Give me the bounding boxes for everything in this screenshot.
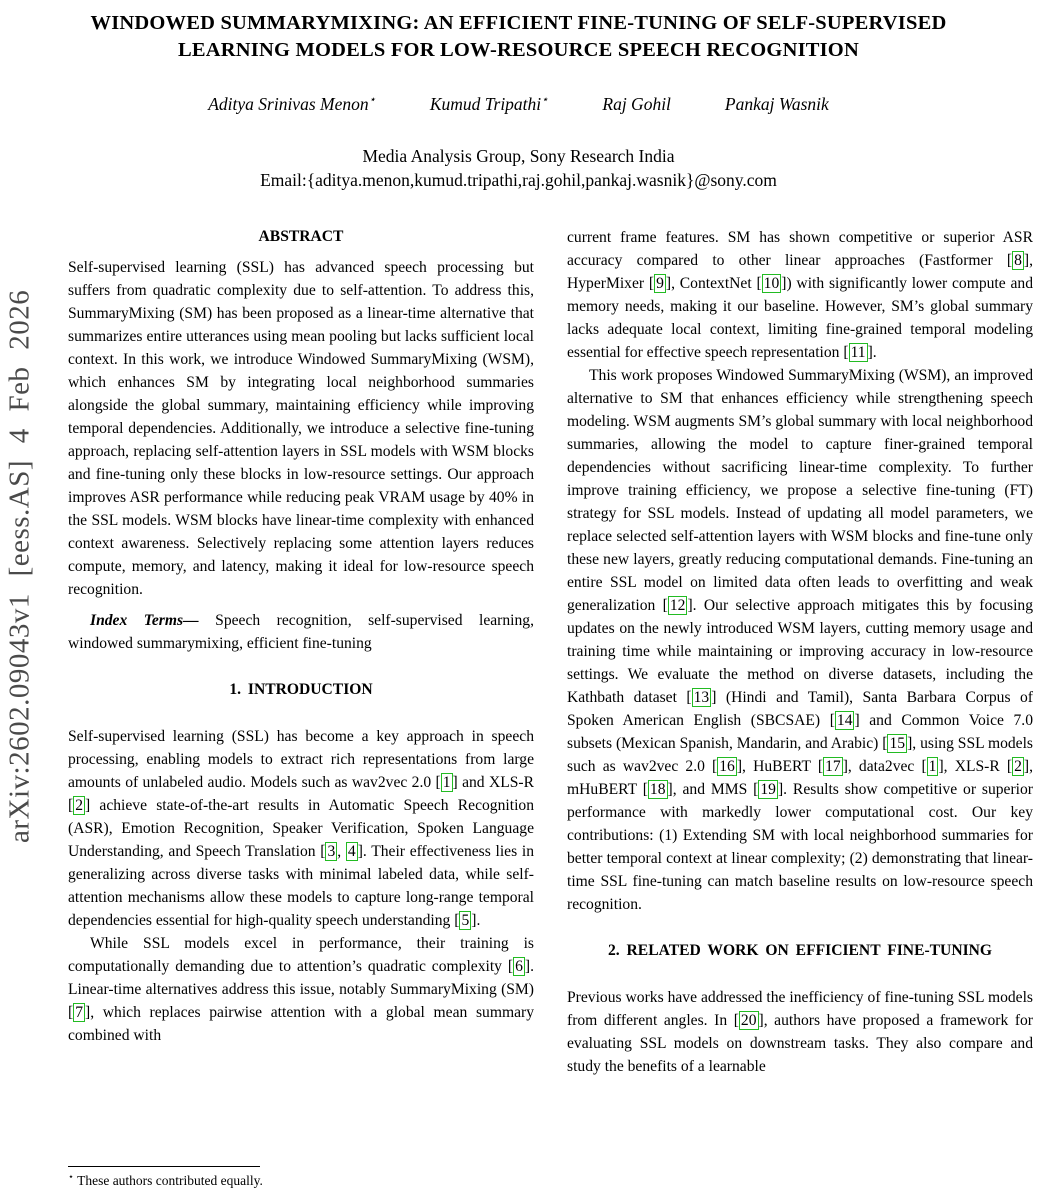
author-3 [602,94,671,115]
section-1-heading: 1. INTRODUCTION [229,681,373,698]
intro-paragraph-1: Self-supervised learning (SSL) has become a key approach in speech processing, enabling models to extract rich representations from large amounts of unlabeled audio. Models such as wav2vec 2.0 [ 1 ] and XLS-R [ 2 ] achieve state-of-the-art results in Automatic Speech Recognition (ASR), Emotion Recognition, Speaker Verification, Spoken Language Understanding, and Speech Translation [ 3 , 4 ]. Their effectiveness lies in generalizing across diverse tasks with minimal labeled data, while self-attention mechanisms allow these models to capture long-range temporal dependencies essential for high-quality speech understanding [ 5 ]. [68,728,534,929]
citation-link[interactable]: 7 [75,1004,83,1021]
footnote-marker: ⋆ [68,1172,74,1183]
author-1-name: Aditya Srinivas Menon [208,94,369,114]
citation-link[interactable]: 1 [928,758,937,775]
abstract-text: Self-supervised learning (SSL) has advanced speech processing but suffers from quadratic complexity due to self-attention. To address this, SummaryMixing (SM) has been proposed as a linear-time alternative that summarizes entire utterances using mean pooling but lacks sufficient local context. In this work, we introduce Windowed SummaryMixing (WSM), which enhances SM by integrating local neighborhood summaries alongside the global summary, maintaining efficiency while improving temporal dependencies. Additionally, we introduce a selective fine-tuning approach, replacing self-attention layers in SSL models with WSM blocks and fine-tuning only these blocks in low-resource settings. Our approach improves ASR performance while reducing peak VRAM usage by 40% in the SSL models. WSM blocks have linear-time complexity with enhanced context awareness. Selectively replacing some attention layers reduces compute, memory, and latency, making it ideal for low-resource speech recognition. [68,259,534,598]
index-terms [68,609,534,655]
abstract-heading: ABSTRACT [258,228,344,245]
citation-link[interactable]: 1 [442,774,451,791]
related-work-paragraph: Previous works have addressed the inefficiency of fine-tuning SSL models from different angles. In [ 20 ], authors have proposed a framework for evaluating SSL models on downstream tasks. They also compare and study the benefits of a learnable [567,989,1034,1075]
citation-link[interactable]: 5 [461,912,470,929]
index-terms-label: Index Terms— [90,612,199,629]
author-list [0,94,1037,115]
citation-link[interactable]: 2 [75,797,83,814]
citation-link[interactable]: 14 [836,712,853,729]
author-3-name: Raj Gohil [602,94,671,114]
citation-link[interactable]: 6 [515,958,523,975]
author-1-marker: ⋆ [368,94,376,107]
section-2-heading: 2. RELATED WORK ON EFFICIENT FINE-TUNING [607,942,993,959]
citation-link[interactable]: 13 [693,689,710,706]
citation-link[interactable]: 9 [656,275,664,292]
email-line: Email:{aditya.menon,kumud.tripathi,raj.gohil,pankaj.wasnik}@sony.com [260,170,777,190]
affiliation: Media Analysis Group, Sony Research India [362,146,675,166]
citation-link[interactable]: 15 [889,735,906,752]
author-4-name: Pankaj Wasnik [724,94,829,114]
citation-link[interactable]: 10 [763,275,780,292]
paper-header [0,0,1037,191]
intro-paragraph-2: While SSL models excel in performance, their training is computationally demanding due to attention’s quadratic complexity [ 6 ]. Linear-time alternatives address this issue, notably SummaryMixing (SM) [ 7 ], which replaces pairwise attention with a global mean summary combined with [68,935,534,1044]
citation-link[interactable]: 12 [669,597,686,614]
author-2-name: Kumud Tripathi [429,94,542,114]
citation-link[interactable]: 3 [327,843,336,860]
index-terms-text: Speech recognition, self-supervised learning, windowed summarymixing, efficient fine-tuning [68,612,534,652]
citation-link[interactable]: 11 [850,344,866,361]
footnote-text: ⋆ These authors contributed equally. [68,1172,263,1188]
citation-link[interactable]: 17 [825,758,841,775]
citation-link[interactable]: 16 [719,758,735,775]
author-1 [208,94,376,115]
paper-title: WINDOWED SUMMARYMIXING: AN EFFICIENT FINE-TUNING OF SELF-SUPERVISED LEARNING MODELS FOR LOW-RESOURCE SPEECH RECOGNITION [90,12,947,61]
citation-link[interactable]: 4 [347,843,356,860]
author-2 [430,94,549,115]
author-2-marker: ⋆ [541,94,549,107]
citation-link[interactable]: 18 [649,781,666,798]
citation-link[interactable]: 20 [740,1012,757,1029]
citation-link[interactable]: 19 [760,781,776,798]
citation-link[interactable]: 8 [1014,252,1022,269]
right-column [567,226,1033,1198]
citation-link[interactable]: 2 [1014,758,1022,775]
two-column-body [0,226,1037,1198]
footnote-rule [68,1166,260,1167]
arxiv-watermark: arXiv:2602.09043v1 [eess.AS] 4 Feb 2026 [3,289,36,843]
contribution-paragraph: This work proposes Windowed SummaryMixing (WSM), an improved alternative to SM that enhances efficiency while strengthening speech modeling. WSM augments SM’s global summary with local neighborhood summaries, allowing the model to capture finer-grained temporal dependencies without sacrificing linear-time complexity. To further improve training efficiency, we propose a selective fine-tuning (FT) strategy for SSL models. Instead of updating all model parameters, we replace selected self-attention layers with WSM blocks and fine-tune only these new layers, greatly reducing computational demands. Fine-tuning an entire SSL model on limited data often leads to overfitting and weak generalization [ 12 ]. Our selective approach mitigates this by focusing updates on the newly introduced WSM layers, cutting memory usage and training time while maintaining or improving accuracy in low-resource settings. We evaluate the method on diverse datasets, including the Kathbath dataset [ 13 ] (Hindi and Tamil), Santa Barbara Corpus of Spoken American English (SBCSAE) [ 14 ] and Common Voice 7.0 subsets (Mexican Spanish, Mandarin, and Arabic) [ 15 ], using SSL models such as wav2vec 2.0 [ 16 ], HuBERT [ 17 ], data2vec [ 1 ], XLS-R [ 2 ], mHuBERT [ 18 ], and MMS [ 19 ]. Results show competitive or superior performance with markedly lower computational cost. Our key contributions: (1) Extending SM with local neighborhood summaries for better temporal context at linear complexity; (2) demonstrating that linear-time SSL fine-tuning can match baseline results on low-resource speech recognition. [567,367,1034,913]
left-column [68,226,534,1198]
related-context-paragraph-1: current frame features. SM has shown competitive or superior ASR accuracy compared to other linear approaches (Fastformer [ 8 ], HyperMixer [ 9 ], ContextNet [ 10 ]) with significantly lower compute and memory needs, making it our baseline. However, SM’s global summary lacks adequate local context, limiting fine-grained temporal modeling essential for effective speech representation [ 11 ]. [567,229,1033,361]
footnote [68,1166,534,1190]
author-4 [725,94,829,115]
